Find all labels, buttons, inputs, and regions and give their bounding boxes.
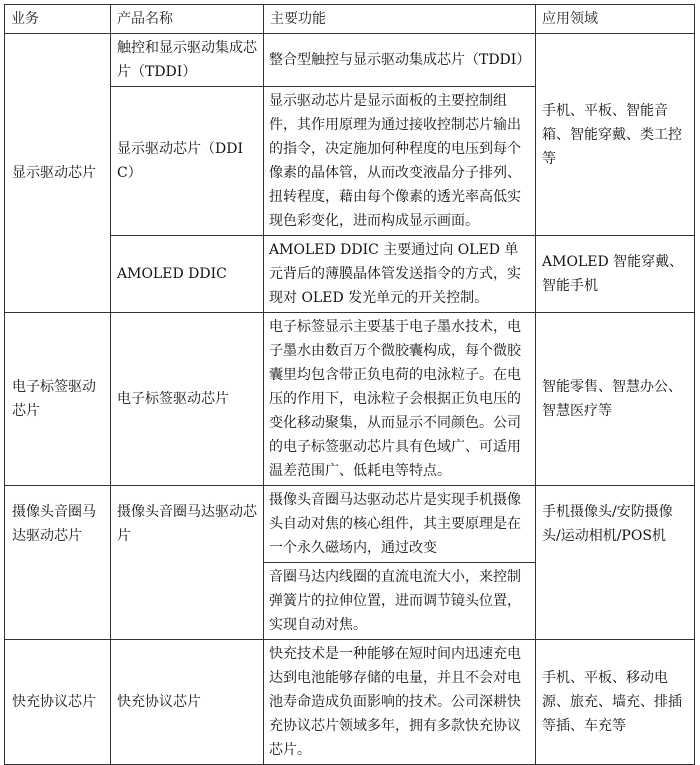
application-cell: 手机、平板、智能音箱、智能穿戴、类工控等	[536, 34, 695, 236]
application-cell: 手机摄像头/安防摄像头/运动相机/POS机	[536, 486, 695, 563]
product-cell: 触控和显示驱动集成芯片（TDDI）	[111, 34, 264, 87]
empty-cell	[536, 563, 695, 640]
function-cell: 显示驱动芯片是显示面板的主要控制组件，其作用原理为通过接收控制芯片输出的指令，决定施加何种程度的电压到每个像素的晶体管，从而改变液晶分子排列、扭转程度，藉由每个像素的透光率高低实现色彩变化，进而构成显示画面。	[264, 87, 536, 236]
category-cell: 电子标签驱动芯片	[5, 313, 111, 486]
function-cell: 摄像头音圈马达驱动芯片是实现手机摄像头自动对焦的核心组件，其主要原理是在一个永久磁场内，通过改变	[264, 486, 536, 563]
function-cell: 整合型触控与显示驱动集成芯片（TDDI）	[264, 34, 536, 87]
category-cell: 摄像头音圈马达驱动芯片	[5, 486, 111, 563]
table-row	[5, 486, 695, 563]
product-cell: 电子标签驱动芯片	[111, 313, 264, 486]
product-cell: 摄像头音圈马达驱动芯片	[111, 486, 264, 563]
application-cell: 手机、平板、移动电源、旅充、墙充、排插等插、车充等	[536, 640, 695, 765]
category-cell: 快充协议芯片	[5, 640, 111, 765]
table-row	[5, 640, 695, 765]
function-cell: 快充技术是一种能够在短时间内迅速充电达到电池能够存储的电量，并且不会对电池寿命造成负面影响的技术。公司深耕快充协议芯片领域多年，拥有多款快充协议芯片。	[264, 640, 536, 765]
header-application-field: 应用领域	[536, 5, 695, 34]
application-cell: 智能零售、智慧办公、智慧医疗等	[536, 313, 695, 486]
header-business: 业务	[5, 5, 111, 34]
application-cell: AMOLED 智能穿戴、智能手机	[536, 236, 695, 313]
product-cell: AMOLED DDIC	[111, 236, 264, 313]
product-cell: 快充协议芯片	[111, 640, 264, 765]
function-cell: 音圈马达内线圈的直流电流大小，来控制弹簧片的拉伸位置，进而调节镜头位置，实现自动对焦。	[264, 563, 536, 640]
function-cell: AMOLED DDIC 主要通过向 OLED 单元背后的薄膜晶体管发送指令的方式，实现对 OLED 发光单元的开关控制。	[264, 236, 536, 313]
function-cell: 电子标签显示主要基于电子墨水技术，电子墨水由数百万个微胶囊构成，每个微胶囊里均包含带正负电荷的电泳粒子。在电压的作用下，电泳粒子会根据正负电压的变化移动聚集，从而显示不同颜色。公司的电子标签驱动芯片具有色域广、可适用温差范围广、低耗电等特点。	[264, 313, 536, 486]
header-main-function: 主要功能	[264, 5, 536, 34]
category-cell: 显示驱动芯片	[5, 34, 111, 313]
product-cell: 显示驱动芯片（DDIC）	[111, 87, 264, 236]
table-row	[5, 563, 695, 640]
empty-cell	[111, 563, 264, 640]
header-product-name: 产品名称	[111, 5, 264, 34]
table-row	[5, 34, 695, 87]
table-header-row	[5, 5, 695, 34]
table-row	[5, 313, 695, 486]
business-table	[4, 4, 695, 765]
empty-cell	[5, 563, 111, 640]
